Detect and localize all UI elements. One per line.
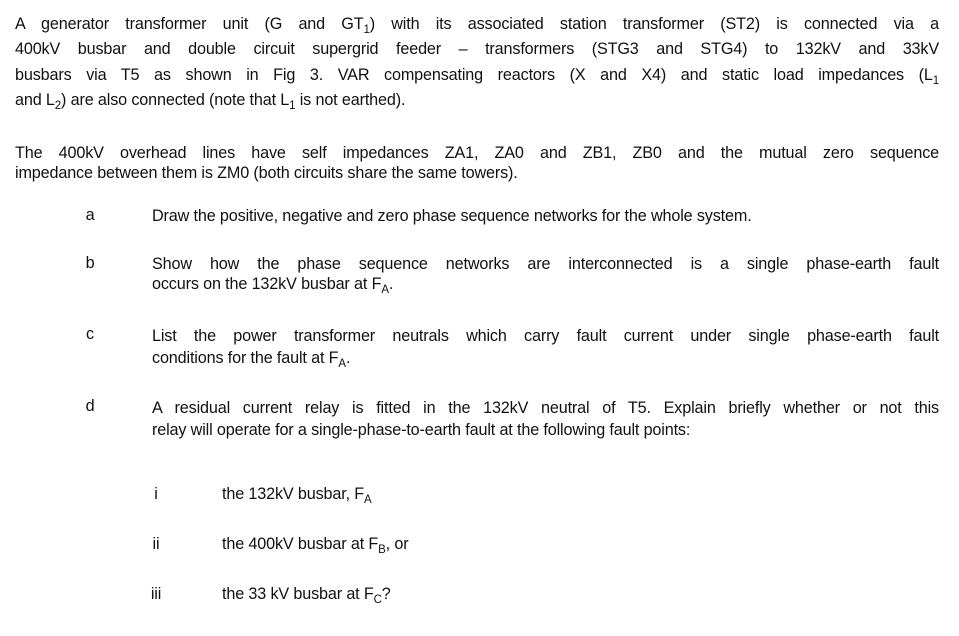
sub-question-label: i	[154, 485, 158, 503]
subscript: 1	[363, 24, 370, 36]
intro-paragraph	[15, 12, 939, 113]
subscript: A	[381, 284, 389, 296]
intro-line	[15, 37, 939, 62]
text-run: occurs on the 132kV busbar at F	[152, 275, 382, 293]
intro-line	[15, 88, 939, 113]
sub-question-label: iii	[150, 585, 162, 603]
sub-question-text	[222, 485, 922, 504]
text-run: .	[388, 275, 394, 293]
subscript: C	[373, 594, 382, 606]
text-run: ?	[381, 585, 391, 603]
text-run: busbars via T5 as shown in Fig 3. VAR compensating reactors (X and X4) and static load impedances (L	[15, 65, 933, 84]
question-line	[152, 274, 939, 294]
question-line: List the power transformer neutrals which carry fault current under single phase-earth fault	[152, 327, 939, 345]
question-line	[152, 347, 939, 369]
impedance-paragraph	[15, 143, 939, 183]
subscript: 2	[54, 99, 62, 112]
text-run: the 400kV busbar at F	[222, 535, 379, 553]
question-label: c	[86, 325, 94, 343]
text-run: the 132kV busbar, F	[222, 485, 365, 503]
sub-question-text	[222, 585, 922, 604]
question-line: A residual current relay is fitted in the 132kV neutral of T5. Explain briefly whether or not this	[152, 399, 939, 417]
question-text	[152, 397, 939, 441]
sub-question-label: ii	[152, 535, 160, 553]
intro-line	[15, 63, 939, 88]
subscript: 1	[932, 74, 939, 87]
subscript: B	[378, 544, 386, 556]
question-line: Show how the phase sequence networks are interconnected is a single phase-earth fault	[152, 255, 939, 273]
text-run: is not earthed).	[295, 90, 406, 109]
subscript: 1	[289, 99, 296, 112]
text-run: .	[345, 349, 351, 367]
question-text	[152, 206, 939, 226]
text-run: 400kV busbar and double circuit supergrid feeder – transformers (STG3 and STG4) to 132kV and 33kV	[15, 40, 939, 59]
impedance-line: impedance between them is ZM0 (both circuits share the same towers).	[15, 164, 518, 182]
text-run: the 33 kV busbar at F	[222, 585, 374, 603]
text-run: conditions for the fault at F	[152, 349, 339, 367]
impedance-line: The 400kV overhead lines have self impedances ZA1, ZA0 and ZB1, ZB0 and the mutual zero sequence	[15, 144, 939, 162]
text-run: ) with its associated station transformer (ST2) is connected via a	[369, 15, 939, 33]
text-run: and L	[15, 90, 55, 109]
question-text	[152, 325, 939, 369]
subscript: A	[338, 358, 346, 370]
question-text	[152, 254, 939, 294]
text-run: A generator transformer unit (G and GT	[15, 15, 364, 33]
sub-question-text	[222, 535, 922, 554]
subscript: A	[364, 494, 372, 506]
question-label: b	[85, 254, 95, 272]
question-line: Draw the positive, negative and zero phase sequence networks for the whole system.	[152, 207, 752, 225]
text-run: , or	[385, 535, 409, 553]
question-line: relay will operate for a single-phase-to-earth fault at the following fault points:	[152, 421, 691, 439]
text-run: ) are also connected (note that L	[61, 90, 290, 109]
question-label: d	[85, 397, 95, 415]
question-label: a	[85, 206, 95, 224]
intro-line	[15, 12, 939, 37]
